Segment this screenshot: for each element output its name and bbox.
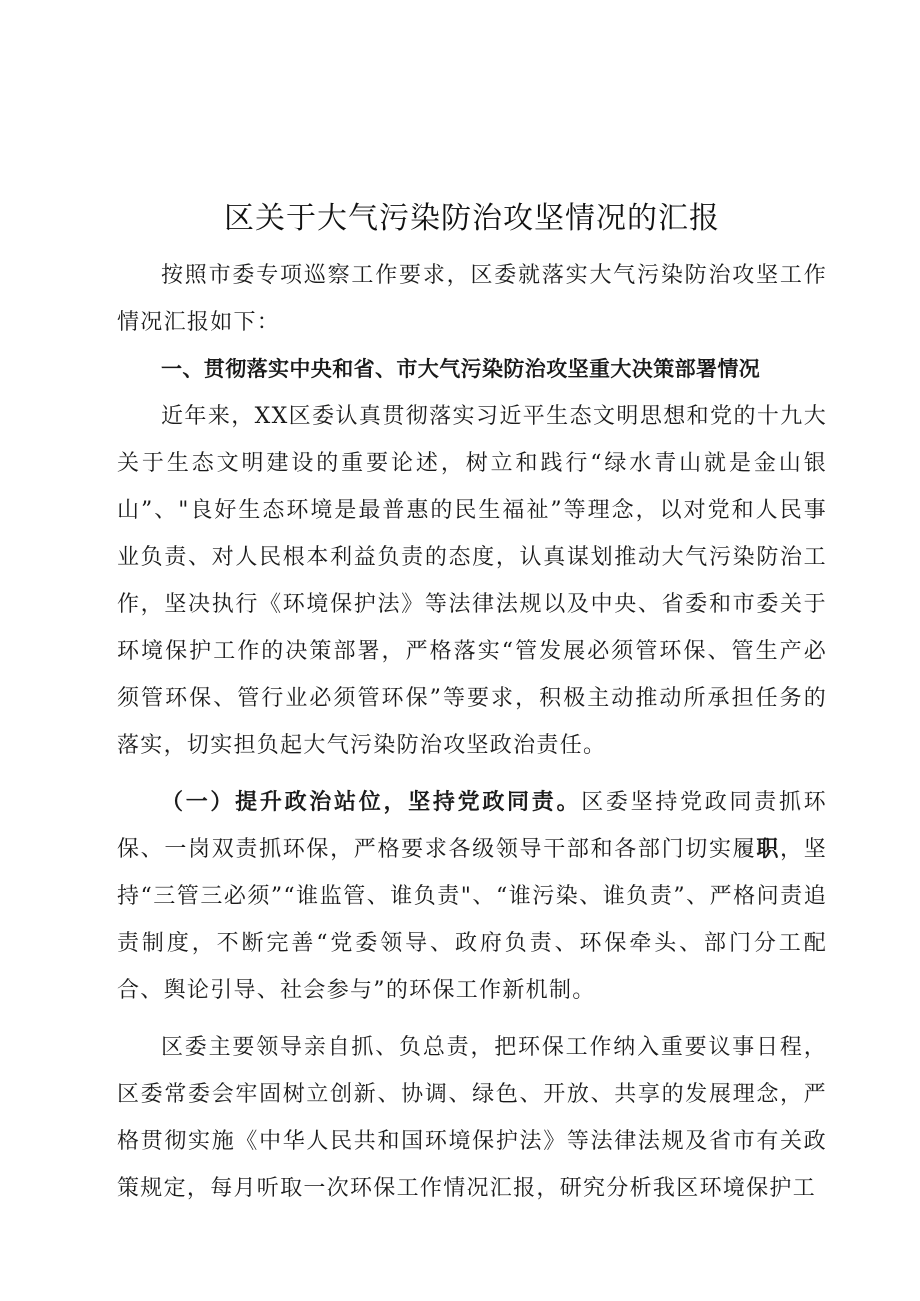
subsection-1-bold-char: 职: [756, 836, 781, 862]
subsection-1-heading: （一）提升政治站位，坚持党政同责。: [161, 789, 582, 815]
subsection-1-body-a: 区委坚持党政同责抓环保、一岗双责抓环保，严格要求各级领导干部和各部门切实履: [117, 790, 827, 862]
document-title: 区关于大气污染防治攻坚情况的汇报: [224, 201, 720, 236]
section-1-paragraph-2: 区委主要领导亲自抓、负总责，把环保工作纳入重要议事日程，区委常委会牢固树立创新、协调、绿色、开放、共享的发展理念，严格贯彻实施《中华人民共和国环境保护法》等法律法规及省市有关政策规定，每月听取一次环保工作情况汇报，研究分析我区环境保护工: [117, 1035, 827, 1201]
intro-paragraph: 按照市委专项巡察工作要求，区委就落实大气污染防治攻坚工作情况汇报如下：: [117, 263, 827, 335]
subsection-1-body-b: ，坚持“三管三必须”“谁监管、谁负责"、“谁污染、谁负责”、严格问责追责制度，不断完善“党委领导、政府负责、环保牵头、部门分工配合、舆论引导、社会参与”的环保工作新机制。: [117, 837, 827, 1003]
subsection-1-paragraph: [117, 779, 827, 1014]
section-1-heading: 一、贯彻落实中央和省、市大气污染防治攻坚重大决策部署情况: [161, 357, 761, 381]
section-1-paragraph-1: 近年来，XX区委认真贯彻落实习近平生态文明思想和党的十九大关于生态文明建设的重要论述，树立和践行“绿水青山就是金山银山”、"良好生态环境是最普惠的民生福祉”等理念，以对党和人民事业负责、对人民根本利益负责的态度，认真谋划推动大气污染防治工作，坚决执行《环境保护法》等法律法规以及中央、省委和市委关于环境保护工作的决策部署，严格落实“管发展必须管环保、管生产必须管环保、管行业必须管环保”等要求，积极主动推动所承担任务的落实，切实担负起大气污染防治攻坚政治责任。: [117, 404, 827, 758]
document-body: [117, 196, 827, 1212]
